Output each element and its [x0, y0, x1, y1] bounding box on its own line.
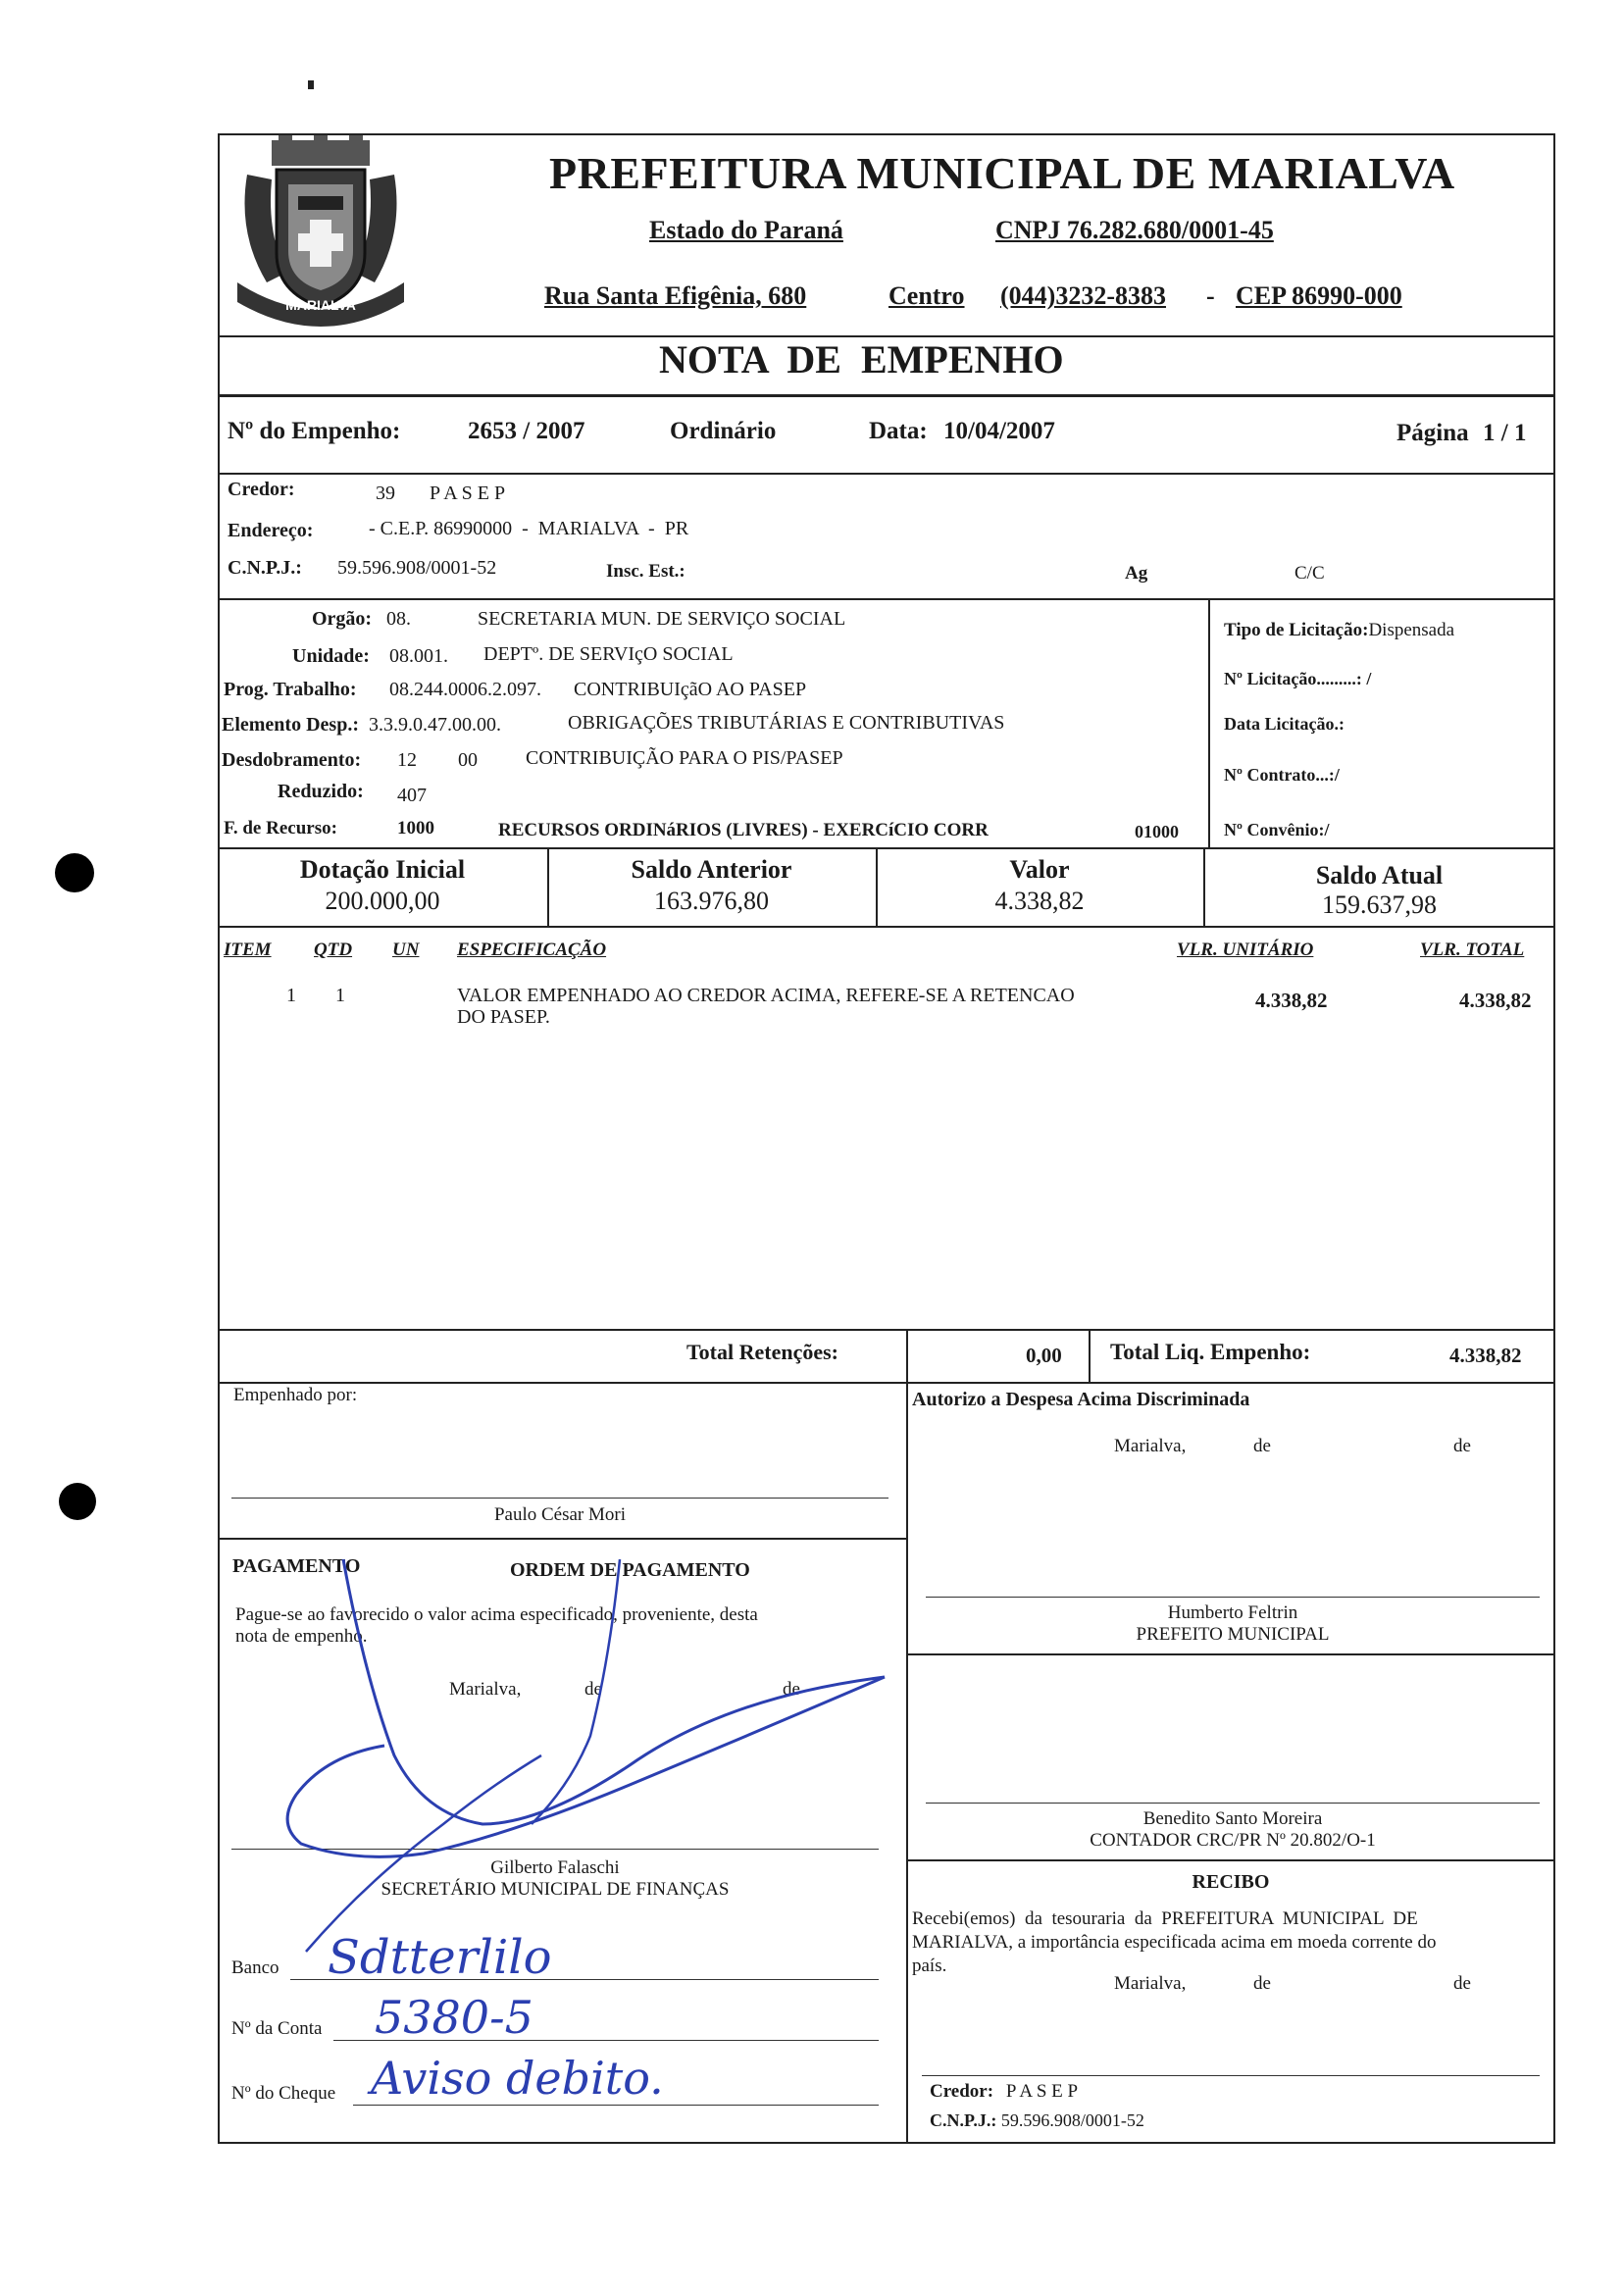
ordem-label: ORDEM DE PAGAMENTO — [510, 1559, 750, 1581]
recibo-credor-value: P A S E P — [1005, 2081, 1079, 2102]
empenho-type: Ordinário — [670, 418, 777, 444]
licitacao-data: Data Licitação.: — [1224, 714, 1345, 734]
autorizo-city: Marialva, — [1114, 1436, 1187, 1456]
cheque-handwriting: Aviso debito. — [371, 2052, 664, 2105]
finance-signer: Gilberto Falaschi — [490, 1857, 620, 1878]
row-spec-line1: VALOR EMPENHADO AO CREDOR ACIMA, REFERE-SE A RETENCAO — [457, 985, 1075, 1006]
row-item: 1 — [286, 985, 296, 1006]
recibo-text-line1: Recebi(emos) da tesouraria da PREFEITURA MUNICIPAL DE — [912, 1908, 1418, 1929]
anterior-label: Saldo Anterior — [631, 855, 792, 884]
cheque-label: Nº do Cheque — [231, 2083, 336, 2104]
liq-value: 4.338,82 — [1449, 1344, 1522, 1367]
divider — [218, 473, 1555, 475]
header-state: Estado do Paraná — [649, 216, 843, 244]
address-label: Endereço: — [228, 520, 314, 541]
col-header-unit: VLR. UNITÁRIO — [1177, 940, 1314, 960]
credor-code: 39 — [376, 483, 395, 504]
empenho-number: 2653 / 2007 — [468, 418, 585, 444]
header-phone: (044)3232-8383 — [1000, 281, 1166, 310]
autorizo-de2: de — [1453, 1436, 1471, 1456]
recibo-text-line3: país. — [912, 1956, 947, 1976]
anterior-value: 163.976,80 — [654, 887, 769, 915]
document-title: NOTA DE EMPENHO — [659, 337, 1064, 381]
municipal-seal — [228, 135, 414, 336]
orgao-code: 08. — [386, 608, 411, 630]
unidade-name: DEPTº. DE SERVIçO SOCIAL — [483, 643, 734, 665]
header-cep: CEP 86990-000 — [1236, 281, 1402, 310]
col-header-spec: ESPECIFICAÇÃO — [457, 940, 607, 960]
prog-label: Prog. Trabalho: — [224, 679, 357, 700]
row-qtd: 1 — [335, 985, 345, 1006]
prog-name: CONTRIBUIçãO AO PASEP — [574, 679, 807, 700]
signature-line — [926, 1597, 1540, 1598]
autorizo-label: Autorizo a Despesa Acima Discriminada — [912, 1389, 1250, 1410]
divider — [1089, 1329, 1091, 1382]
elemento-code: 3.3.9.0.47.00.00. — [369, 714, 501, 736]
dotacao-label: Dotação Inicial — [299, 855, 466, 884]
empenho-label: Nº do Empenho: — [228, 418, 401, 444]
elemento-name: OBRIGAÇÕES TRIBUTÁRIAS E CONTRIBUTIVAS — [568, 712, 1005, 734]
empenhado-label: Empenhado por: — [233, 1385, 358, 1405]
recibo-cnpj-value: 59.596.908/0001-52 — [1000, 2110, 1144, 2130]
contador-signer-role: CONTADOR CRC/PR Nº 20.802/O-1 — [1090, 1830, 1376, 1851]
autorizo-de1: de — [1253, 1436, 1271, 1456]
header-title: PREFEITURA MUNICIPAL DE MARIALVA — [549, 148, 1455, 198]
table-row — [218, 981, 1555, 1040]
page-number: 1 / 1 — [1483, 420, 1527, 446]
atual-label: Saldo Atual — [1315, 861, 1444, 889]
signature-line — [926, 1803, 1540, 1804]
divider — [218, 1382, 1555, 1384]
atual-value: 159.637,98 — [1322, 890, 1437, 919]
credor-cnpj: 59.596.908/0001-52 — [337, 557, 497, 579]
prefeito-signer: Humberto Feltrin — [1167, 1602, 1298, 1623]
credor-name: P A S E P — [430, 483, 506, 504]
elemento-label: Elemento Desp.: — [222, 714, 359, 736]
date-label: Data: — [869, 418, 928, 444]
recurso-code: 1000 — [397, 818, 434, 839]
recibo-cnpj-label: C.N.P.J.: — [930, 2110, 997, 2130]
empenhado-name: Paulo César Mori — [493, 1504, 627, 1525]
header-dash: - — [1206, 281, 1215, 310]
row-spec-line2: DO PASEP. — [457, 1006, 550, 1028]
licitacao-numero: Nº Licitação.........: / — [1224, 669, 1372, 688]
valor-label: Valor — [1009, 855, 1070, 884]
licitacao-tipo — [1224, 620, 1454, 641]
recibo-city: Marialva, — [1114, 1973, 1187, 1994]
recibo-credor — [930, 2081, 1078, 2103]
pagamento-city: Marialva, — [449, 1679, 522, 1700]
divider — [218, 394, 1555, 397]
conta-label: Nº da Conta — [231, 2018, 323, 2039]
insc-label: Insc. Est.: — [606, 561, 685, 582]
retencoes-label: Total Retenções: — [686, 1340, 838, 1364]
dotacao-value: 200.000,00 — [325, 887, 440, 915]
divider — [218, 847, 1555, 849]
col-header-total: VLR. TOTAL — [1420, 940, 1525, 960]
col-header-item: ITEM — [224, 940, 272, 960]
recibo-cnpj — [930, 2110, 1144, 2131]
signature-line — [922, 2075, 1540, 2076]
licitacao-tipo-value: Dispensada — [1368, 620, 1455, 640]
pagamento-label: PAGAMENTO — [232, 1555, 361, 1577]
desdobramento-name: CONTRIBUIÇÃO PARA O PIS/PASEP — [526, 747, 843, 769]
header-district: Centro — [888, 281, 965, 310]
licitacao-tipo-label: Tipo de Licitação: — [1224, 620, 1369, 640]
header-street: Rua Santa Efigênia, 680 — [544, 281, 807, 310]
cheque-line — [353, 2105, 879, 2106]
punch-hole-top — [55, 853, 94, 892]
recurso-extra: 01000 — [1135, 822, 1179, 841]
col-header-qtd: QTD — [314, 940, 353, 960]
seal-text: MARIALVA — [285, 297, 356, 313]
unidade-code: 08.001. — [389, 645, 448, 667]
scan-speck — [308, 80, 314, 89]
prefeito-signer-role: PREFEITO MUNICIPAL — [1136, 1624, 1330, 1645]
pagamento-de1: de — [584, 1679, 602, 1700]
reduzido-value: 407 — [397, 785, 427, 806]
divider — [1208, 598, 1210, 847]
recibo-de1: de — [1253, 1973, 1271, 1994]
banco-label: Banco — [231, 1957, 279, 1978]
punch-hole-bottom — [59, 1483, 96, 1520]
divider — [906, 1653, 1555, 1655]
pagamento-text-line1: Pague-se ao favorecido o valor acima especificado, proveniente, desta — [235, 1604, 758, 1625]
conta-handwriting: 5380-5 — [375, 1991, 533, 2044]
orgao-name: SECRETARIA MUN. DE SERVIÇO SOCIAL — [478, 608, 846, 630]
ag-label: Ag — [1125, 563, 1148, 584]
finance-signer-role: SECRETÁRIO MUNICIPAL DE FINANÇAS — [381, 1879, 730, 1900]
recurso-name: RECURSOS ORDINáRIOS (LIVRES) - EXERCíCIO CORR — [498, 820, 989, 840]
prog-code: 08.244.0006.2.097. — [389, 679, 541, 700]
recurso-label-text: F. de Recurso: — [224, 818, 337, 839]
divider — [218, 926, 1555, 928]
recibo-de2: de — [1453, 1973, 1471, 1994]
pagamento-text-line2: nota de empenho. — [235, 1626, 368, 1647]
desdobramento-b: 00 — [458, 749, 478, 771]
desdobramento-a: 12 — [397, 749, 417, 771]
divider — [218, 1329, 1555, 1331]
banco-handwriting: Sdtterlilo — [328, 1930, 552, 1985]
recibo-label: RECIBO — [1192, 1871, 1270, 1893]
contador-signer: Benedito Santo Moreira — [1142, 1808, 1323, 1829]
divider — [218, 598, 1555, 600]
valor-value: 4.338,82 — [994, 887, 1085, 915]
handwritten-signature — [218, 1530, 906, 1961]
recurso-label — [224, 818, 337, 839]
reduzido-label: Reduzido: — [278, 781, 364, 802]
liq-label: Total Liq. Empenho: — [1110, 1340, 1311, 1364]
row-total: 4.338,82 — [1459, 989, 1532, 1012]
row-unit: 4.338,82 — [1255, 989, 1328, 1012]
cc-label: C/C — [1294, 563, 1325, 584]
recibo-text-line2: MARIALVA, a importância especificada acima em moeda corrente do — [912, 1932, 1437, 1953]
divider — [906, 1382, 908, 2144]
credor-label: Credor: — [228, 479, 295, 500]
unidade-label: Unidade: — [292, 645, 370, 667]
pagamento-de2: de — [783, 1679, 800, 1700]
header-cnpj: CNPJ 76.282.680/0001-45 — [995, 216, 1274, 244]
page-label: Página — [1396, 420, 1469, 446]
divider — [906, 1329, 908, 1382]
col-header-un: UN — [392, 940, 420, 960]
credor-address: - C.E.P. 86990000 - MARIALVA - PR — [369, 518, 689, 539]
licitacao-convenio: Nº Convênio:/ — [1224, 820, 1330, 839]
divider — [906, 1859, 1555, 1861]
orgao-label: Orgão: — [312, 608, 373, 630]
signature-line — [231, 1498, 888, 1499]
licitacao-contrato: Nº Contrato...:/ — [1224, 765, 1340, 785]
empenho-date: 10/04/2007 — [943, 418, 1055, 444]
desdobramento-label: Desdobramento: — [222, 749, 362, 771]
retencoes-value: 0,00 — [1026, 1344, 1062, 1367]
cnpj-label: C.N.P.J.: — [228, 557, 302, 579]
recibo-credor-label: Credor: — [930, 2081, 994, 2102]
